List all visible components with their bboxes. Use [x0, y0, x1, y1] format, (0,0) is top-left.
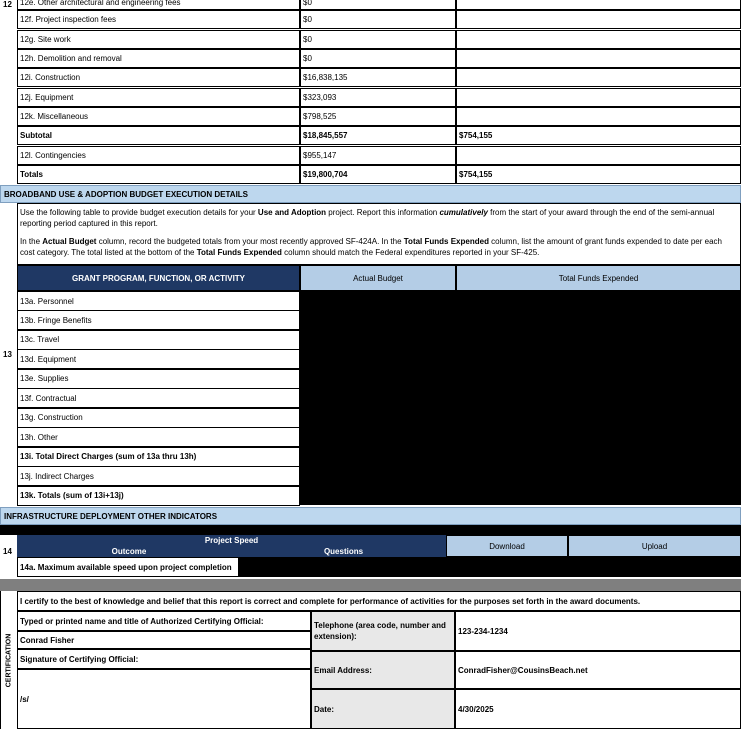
- intro-text: from the start of your award through the end of the semi-annual reporting period captured in this report.: [20, 208, 715, 228]
- date-label: Date:: [311, 689, 455, 729]
- row-13-label: 13c. Travel: [17, 330, 300, 350]
- date-value[interactable]: 4/30/2025: [455, 689, 741, 729]
- row-12-label: Totals: [17, 165, 300, 184]
- intro-text: Use the following table to provide budget execution details for your: [20, 208, 258, 217]
- row-12-label: 12h. Demolition and removal: [17, 49, 300, 68]
- row-13-label: 13d. Equipment: [17, 349, 300, 369]
- gray-separator: [0, 579, 741, 591]
- row-12-label: 12j. Equipment: [17, 88, 300, 107]
- email-label: Email Address:: [311, 651, 455, 689]
- signature-label: Signature of Certifying Official:: [17, 649, 311, 669]
- blacked-out-values: [300, 291, 741, 505]
- email-value[interactable]: ConradFisher@CousinsBeach.net: [455, 651, 741, 689]
- phone-value[interactable]: 123-234-1234: [455, 611, 741, 651]
- intro-text: column, record the budgeted totals from your most recently approved SF-424A. In the: [96, 237, 404, 246]
- row-number-13: 13: [3, 350, 12, 359]
- row-12-label: 12f. Project inspection fees: [17, 10, 300, 29]
- row-12-actual-budget: $0: [300, 49, 456, 68]
- row-12-actual-budget: $0: [300, 30, 456, 49]
- intro-emphasis: cumulatively: [439, 208, 488, 217]
- intro-bold: Total Funds Expended: [196, 248, 282, 257]
- black-band: [0, 525, 741, 535]
- row-13-label: 13e. Supplies: [17, 369, 300, 389]
- row-12-total-expended: [456, 0, 741, 10]
- row-12-label: 12i. Construction: [17, 68, 300, 87]
- certification-statement: I certify to the best of knowledge and belief that this report is correct and complete for performance of activities for the purposes set forth in the award documents.: [17, 591, 741, 611]
- row-12-actual-budget: $19,800,704: [300, 165, 456, 184]
- broadband-instructions: [17, 203, 741, 265]
- row-13-label: 13i. Total Direct Charges (sum of 13a thru 13h): [17, 447, 300, 467]
- row-12-total-expended: $754,155: [456, 165, 741, 184]
- row-12-label: Subtotal: [17, 126, 300, 145]
- row-number-12: 12: [3, 0, 12, 9]
- col-header-actual-budget: Actual Budget: [300, 265, 456, 291]
- row-12-total-expended: [456, 49, 741, 68]
- row-13-label: 13b. Fringe Benefits: [17, 310, 300, 330]
- project-speed-header: Project Speed: [17, 535, 446, 546]
- infrastructure-section-header: INFRASTRUCTURE DEPLOYMENT OTHER INDICATORS: [0, 507, 741, 525]
- row-14a-values: [239, 557, 741, 577]
- certification-side-cell: [0, 591, 17, 729]
- row-13-label: 13j. Indirect Charges: [17, 466, 300, 486]
- row-12-actual-budget: $0: [300, 0, 456, 10]
- col-header-program: GRANT PROGRAM, FUNCTION, OR ACTIVITY: [17, 265, 300, 291]
- row-13-label: 13h. Other: [17, 427, 300, 447]
- row-12-actual-budget: $16,838,135: [300, 68, 456, 87]
- certification-side-label: CERTIFICATION: [5, 633, 13, 687]
- intro-text: project. Report this information: [326, 208, 440, 217]
- intro-bold: Total Funds Expended: [403, 237, 489, 246]
- name-value[interactable]: Conrad Fisher: [17, 631, 311, 649]
- intro-bold: Actual Budget: [42, 237, 97, 246]
- row-13-label: 13f. Contractual: [17, 388, 300, 408]
- name-label: Typed or printed name and title of Authorized Certifying Official:: [17, 611, 311, 631]
- row-12-total-expended: [456, 88, 741, 107]
- row-12-label: 12k. Miscellaneous: [17, 107, 300, 126]
- row-12-actual-budget: $0: [300, 10, 456, 29]
- download-header: Download: [446, 535, 568, 557]
- row-12-total-expended: [456, 30, 741, 49]
- row-12-label: 12g. Site work: [17, 30, 300, 49]
- phone-label: Telephone (area code, number and extension):: [311, 611, 455, 651]
- row-12-total-expended: [456, 68, 741, 87]
- intro-text: column, list the amount of grant funds expended to date per each cost category. The total listed at the bottom of the: [20, 237, 722, 257]
- upload-header: Upload: [568, 535, 741, 557]
- row-12-actual-budget: $18,845,557: [300, 126, 456, 145]
- outcome-header: Outcome: [17, 546, 241, 557]
- row-12-total-expended: [456, 10, 741, 29]
- row-12-actual-budget: $955,147: [300, 146, 456, 165]
- row-12-label: 12e. Other architectural and engineering fees: [17, 0, 300, 10]
- row-12-total-expended: $754,155: [456, 126, 741, 145]
- intro-text: In the: [20, 237, 43, 246]
- row-13-label: 13k. Totals (sum of 13i+13j): [17, 486, 300, 506]
- row-12-total-expended: [456, 107, 741, 126]
- row-12-actual-budget: $798,525: [300, 107, 456, 126]
- row-13-label: 13a. Personnel: [17, 291, 300, 311]
- row-number-14: 14: [3, 547, 12, 556]
- intro-text: column should match the Federal expenditures reported in your SF-425.: [281, 248, 540, 257]
- row-12-actual-budget: $323,093: [300, 88, 456, 107]
- row-12-label: 12l. Contingencies: [17, 146, 300, 165]
- questions-header: Questions: [241, 546, 446, 557]
- broadband-section-header: BROADBAND USE & ADOPTION BUDGET EXECUTION DETAILS: [0, 185, 741, 203]
- intro-bold: Use and Adoption: [257, 208, 327, 217]
- row-12-total-expended: [456, 146, 741, 165]
- row-14a-label: 14a. Maximum available speed upon project completion: [17, 557, 239, 577]
- row-13-label: 13g. Construction: [17, 408, 300, 428]
- signature-value[interactable]: /s/: [17, 669, 311, 729]
- col-header-total-funds: Total Funds Expended: [456, 265, 741, 291]
